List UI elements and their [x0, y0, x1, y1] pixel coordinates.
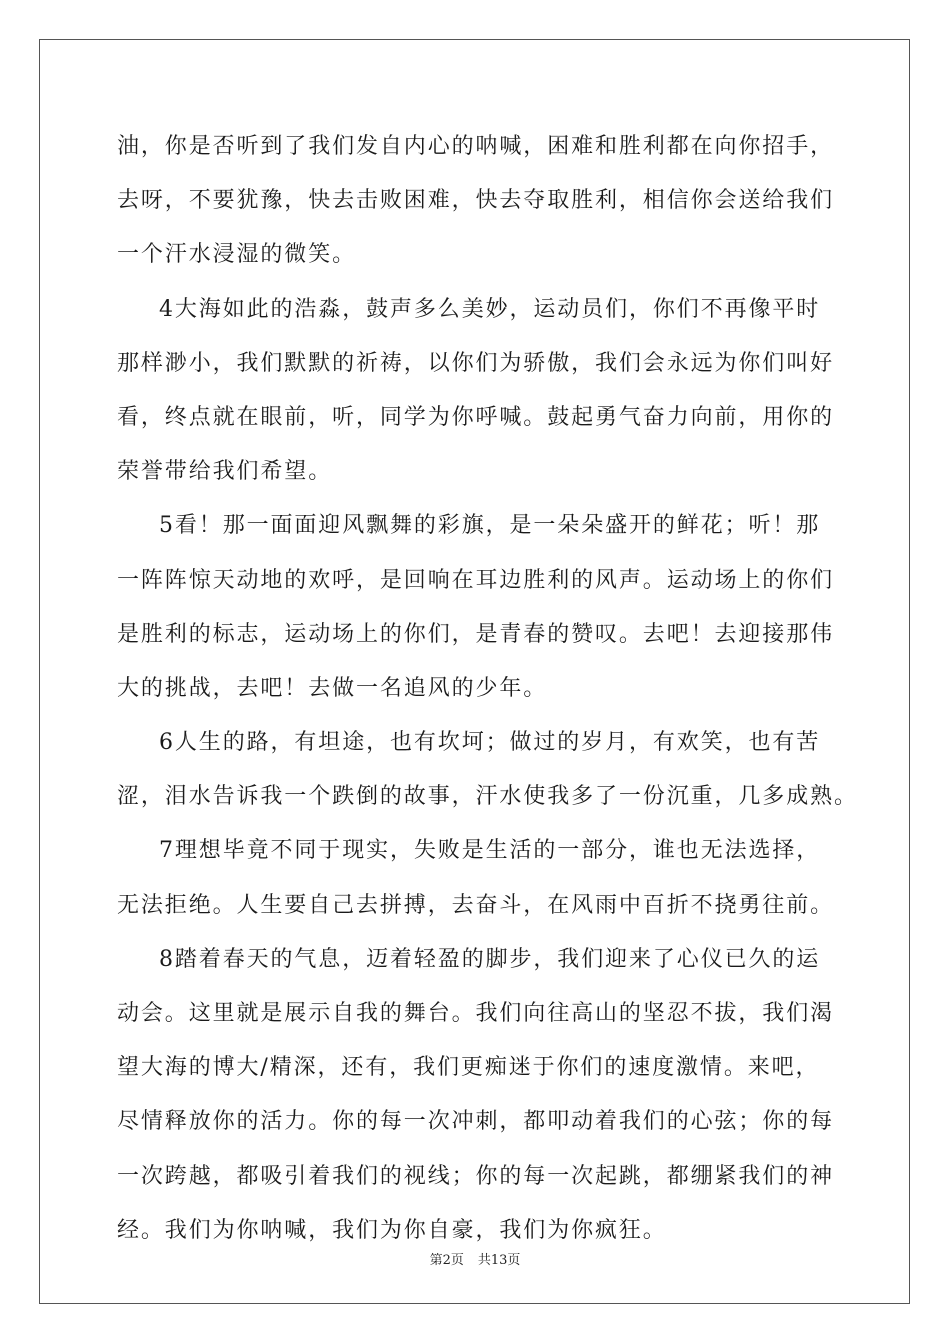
- text-line: 涩，泪水告诉我一个跌倒的故事，汗水使我多了一份沉重，几多成熟。: [117, 784, 858, 810]
- text-line: 看，终点就在眼前，听，同学为你呼喊。鼓起勇气奋力向前，用你的: [117, 404, 835, 430]
- page-total: 共13页: [477, 1253, 521, 1268]
- text-line: 动会。这里就是展示自我的舞台。我们向往高山的坚忍不拔，我们渴: [117, 1001, 835, 1026]
- text-line: 荣誉带给我们希望。: [117, 459, 333, 485]
- text-line: 6人生的路，有坦途，也有坎坷；做过的岁月，有欢笑，也有苦: [159, 730, 821, 756]
- text-line: 那样渺小，我们默默的祈祷，以你们为骄傲，我们会永远为你们叫好: [117, 350, 835, 376]
- text-line: 经。我们为你呐喊，我们为你自豪，我们为你疯狂。: [117, 1217, 667, 1243]
- text-line: 去呀，不要犹豫，快去击败困难，快去夺取胜利，相信你会送给我们: [117, 188, 835, 214]
- text-line: 一阵阵惊天动地的欢呼，是回响在耳边胜利的风声。运动场上的你们: [117, 567, 835, 593]
- text-line: 油，你是否听到了我们发自内心的呐喊，困难和胜利都在向你招手，: [117, 134, 835, 159]
- page-footer: [0, 1249, 950, 1268]
- text-line: 7理想毕竟不同于现实，失败是生活的一部分，谁也无法选择，: [159, 838, 821, 864]
- text-line: 是胜利的标志，运动场上的你们，是青春的赞叹。去吧！去迎接那伟: [117, 621, 835, 647]
- text-line: 望大海的博大/精深，还有，我们更痴迷于你们的速度激情。来吧，: [117, 1055, 820, 1081]
- document-body: [79, 120, 858, 1258]
- text-line: 大的挑战，去吧！去做一名追风的少年。: [117, 675, 548, 701]
- text-line: 一次跨越，都吸引着我们的视线；你的每一次起跳，都绷紧我们的神: [117, 1163, 835, 1189]
- text-line: 8踏着春天的气息，迈着轻盈的脚步，我们迎来了心仪已久的运: [159, 946, 821, 972]
- text-line: 尽情释放你的活力。你的每一次冲刺，都叩动着我们的心弦；你的每: [117, 1109, 835, 1135]
- text-line: 一个汗水浸湿的微笑。: [117, 242, 357, 268]
- text-line: 无法拒绝。人生要自己去拼搏，去奋斗，在风雨中百折不挠勇往前。: [117, 892, 835, 918]
- page-number: 第2页: [429, 1253, 464, 1268]
- text-line: 5看！那一面面迎风飘舞的彩旗，是一朵朵盛开的鲜花；听！那: [159, 513, 821, 539]
- text-line: 4大海如此的浩淼，鼓声多么美妙，运动员们，你们不再像平时: [159, 296, 821, 322]
